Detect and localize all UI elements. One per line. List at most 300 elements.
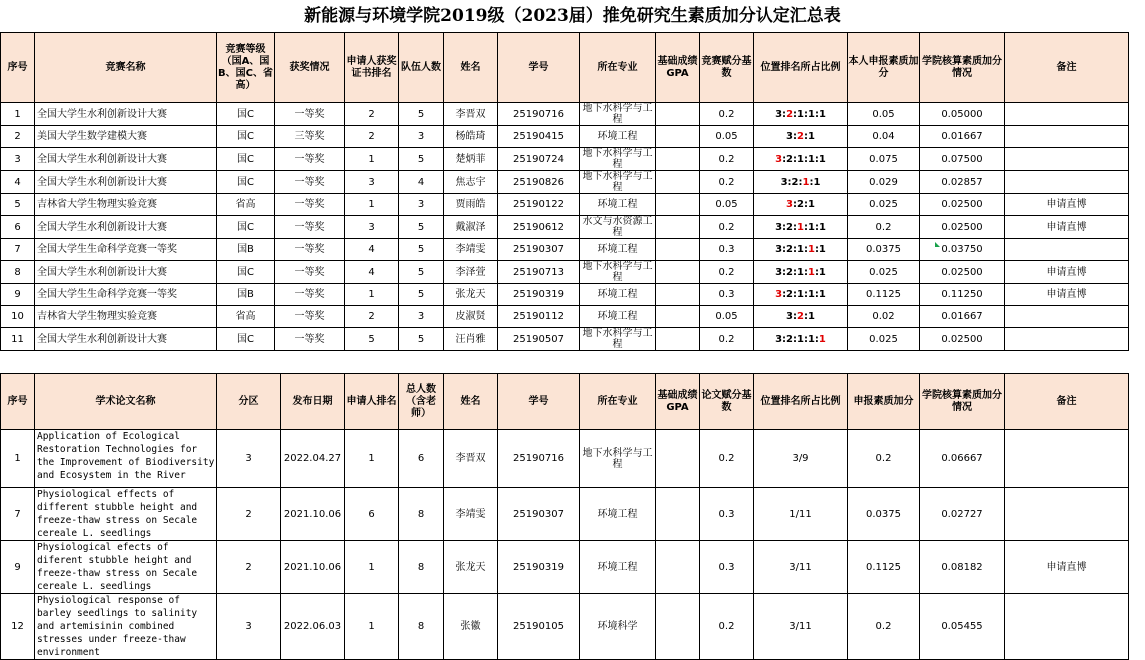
ratio-part: 1 bbox=[802, 176, 810, 188]
cell-publish-date[interactable]: 2022.04.27 bbox=[281, 430, 345, 488]
ratio-part: :2:1:1:1 bbox=[782, 153, 826, 165]
cell-ratio[interactable]: 1/11 bbox=[754, 488, 848, 541]
cell-competition-name[interactable]: 全国大学生生命科学竞赛一等奖 bbox=[35, 239, 217, 261]
table-row bbox=[1, 239, 1129, 261]
ratio-part: :1:1 bbox=[803, 221, 826, 233]
column-header[interactable]: 序号 bbox=[1, 33, 35, 103]
ratio-part: 1 bbox=[797, 221, 804, 233]
cell-base-score[interactable]: 0.2 bbox=[700, 594, 754, 660]
cell-student-id[interactable]: 25190105 bbox=[498, 594, 580, 660]
cell-note[interactable]: 申请直博 bbox=[1005, 284, 1129, 306]
cell-base-score[interactable]: 0.3 bbox=[700, 541, 754, 594]
column-header[interactable]: 基础成绩GPA bbox=[656, 33, 700, 103]
cell-base-score[interactable]: 0.2 bbox=[700, 328, 754, 351]
cell-level[interactable]: 国C bbox=[217, 216, 275, 239]
cell-no[interactable]: 1 bbox=[1, 430, 35, 488]
cell-base-score[interactable]: 0.05 bbox=[700, 194, 754, 216]
column-header[interactable]: 序号 bbox=[1, 374, 35, 430]
cell-team-size[interactable]: 3 bbox=[399, 126, 444, 148]
column-header[interactable]: 竞赛赋分基数 bbox=[700, 33, 754, 103]
cell-paper-title[interactable]: Physiological response of barley seedlings to salinity and artemisinin combined stresses under freeze-thaw environment bbox=[35, 594, 217, 660]
cell-zone[interactable]: 3 bbox=[217, 594, 281, 660]
cell-level[interactable]: 国C bbox=[217, 261, 275, 284]
cell-gpa[interactable] bbox=[656, 148, 700, 171]
cell-base-score[interactable]: 0.3 bbox=[700, 488, 754, 541]
table-row bbox=[1, 328, 1129, 351]
cell-claimed-bonus[interactable]: 0.0375 bbox=[848, 488, 920, 541]
cell-award[interactable]: 一等奖 bbox=[275, 306, 345, 328]
column-header[interactable]: 申请人排名 bbox=[345, 374, 399, 430]
cell-major[interactable]: 地下水科学与工程 bbox=[580, 148, 656, 171]
column-header[interactable]: 本人申报素质加分 bbox=[848, 33, 920, 103]
cell-college-bonus[interactable]: 0.02727 bbox=[920, 488, 1005, 541]
cell-name[interactable]: 李靖雯 bbox=[444, 239, 498, 261]
cell-paper-title[interactable]: Physiological efects of diferent stubble height and freeze-thaw stress on Secale cereale L. seedlings bbox=[35, 541, 217, 594]
ratio-part: 3:2: bbox=[780, 176, 803, 188]
cell-name[interactable]: 楚炳菲 bbox=[444, 148, 498, 171]
cell-name[interactable]: 张徽 bbox=[444, 594, 498, 660]
cell-claimed-bonus[interactable]: 0.029 bbox=[848, 171, 920, 194]
cell-gpa[interactable] bbox=[656, 261, 700, 284]
cell-award[interactable]: 一等奖 bbox=[275, 103, 345, 126]
cell-paper-title[interactable]: Physiological effects of different stubble height and freeze-thaw stress on Secale cereale L. seedlings bbox=[35, 488, 217, 541]
ratio-part: 3: bbox=[775, 108, 787, 120]
cell-competition-name[interactable]: 全国大学生水利创新设计大赛 bbox=[35, 148, 217, 171]
cell-name[interactable]: 杨皓琦 bbox=[444, 126, 498, 148]
cell-name[interactable]: 焦志宇 bbox=[444, 171, 498, 194]
cell-major[interactable]: 地下水科学与工程 bbox=[580, 328, 656, 351]
cell-major[interactable]: 环境工程 bbox=[580, 541, 656, 594]
cell-rank[interactable]: 2 bbox=[345, 306, 399, 328]
cell-note[interactable] bbox=[1005, 306, 1129, 328]
cell-note[interactable]: 申请直博 bbox=[1005, 541, 1129, 594]
cell-level[interactable]: 国C bbox=[217, 126, 275, 148]
cell-student-id[interactable]: 25190307 bbox=[498, 488, 580, 541]
cell-ratio[interactable] bbox=[754, 284, 848, 306]
ratio-part: 2 bbox=[797, 311, 804, 322]
table-row bbox=[1, 194, 1129, 216]
table-row bbox=[1, 284, 1129, 306]
cell-gpa[interactable] bbox=[656, 194, 700, 216]
cell-college-bonus[interactable]: 0.02500 bbox=[920, 194, 1005, 216]
cell-claimed-bonus[interactable]: 0.1125 bbox=[848, 541, 920, 594]
table-row bbox=[1, 126, 1129, 148]
cell-note[interactable]: 申请直博 bbox=[1005, 261, 1129, 284]
cell-no[interactable]: 7 bbox=[1, 239, 35, 261]
cell-rank[interactable]: 4 bbox=[345, 261, 399, 284]
cell-ratio[interactable] bbox=[754, 239, 848, 261]
ratio-part: 2 bbox=[797, 131, 804, 142]
cell-student-id[interactable]: 25190307 bbox=[498, 239, 580, 261]
cell-no[interactable]: 11 bbox=[1, 328, 35, 351]
cell-major[interactable]: 环境工程 bbox=[580, 239, 656, 261]
cell-award[interactable]: 一等奖 bbox=[275, 239, 345, 261]
ratio-part: 3:2: bbox=[775, 221, 798, 233]
column-header[interactable]: 申请人获奖证书排名 bbox=[345, 33, 399, 103]
column-header[interactable]: 姓名 bbox=[444, 374, 498, 430]
cell-college-bonus[interactable]: 0.02500 bbox=[920, 216, 1005, 239]
column-header[interactable]: 总人数（含老师） bbox=[399, 374, 444, 430]
column-header[interactable]: 学院核算素质加分情况 bbox=[920, 33, 1005, 103]
cell-student-id[interactable]: 25190713 bbox=[498, 261, 580, 284]
cell-level[interactable]: 省高 bbox=[217, 306, 275, 328]
table-row bbox=[1, 306, 1129, 328]
cell-gpa[interactable] bbox=[656, 306, 700, 328]
cell-gpa[interactable] bbox=[656, 103, 700, 126]
ratio-part: 3 bbox=[775, 153, 783, 165]
cell-award[interactable]: 一等奖 bbox=[275, 261, 345, 284]
cell-gpa[interactable] bbox=[656, 488, 700, 541]
cell-award[interactable]: 一等奖 bbox=[275, 148, 345, 171]
cell-college-bonus[interactable]: 0.05000 bbox=[920, 103, 1005, 126]
cell-college-bonus[interactable]: 0.06667 bbox=[920, 430, 1005, 488]
column-header[interactable]: 所在专业 bbox=[580, 374, 656, 430]
ratio-part: :2:1:1:1 bbox=[782, 289, 826, 300]
table-row bbox=[1, 541, 1129, 594]
cell-no[interactable]: 3 bbox=[1, 148, 35, 171]
competition-table bbox=[0, 32, 1129, 351]
paper-table bbox=[0, 373, 1129, 660]
cell-total-authors[interactable]: 8 bbox=[399, 488, 444, 541]
column-header[interactable]: 备注 bbox=[1005, 33, 1129, 103]
cell-level[interactable]: 国B bbox=[217, 239, 275, 261]
cell-zone[interactable]: 2 bbox=[217, 488, 281, 541]
cell-team-size[interactable]: 3 bbox=[399, 194, 444, 216]
column-header[interactable]: 备注 bbox=[1005, 374, 1129, 430]
column-header[interactable]: 论文赋分基数 bbox=[700, 374, 754, 430]
ratio-part: 3 bbox=[775, 289, 783, 300]
cell-claimed-bonus[interactable]: 0.0375 bbox=[848, 239, 920, 261]
column-header[interactable]: 发布日期 bbox=[281, 374, 345, 430]
cell-note[interactable] bbox=[1005, 126, 1129, 148]
cell-competition-name[interactable]: 吉林省大学生物理实验竞赛 bbox=[35, 306, 217, 328]
cell-publish-date[interactable]: 2021.10.06 bbox=[281, 488, 345, 541]
cell-rank[interactable]: 1 bbox=[345, 594, 399, 660]
column-header[interactable]: 姓名 bbox=[444, 33, 498, 103]
cell-student-id[interactable]: 25190112 bbox=[498, 306, 580, 328]
cell-claimed-bonus[interactable]: 0.2 bbox=[848, 216, 920, 239]
cell-rank[interactable]: 5 bbox=[345, 328, 399, 351]
cell-student-id[interactable]: 25190415 bbox=[498, 126, 580, 148]
cell-student-id[interactable]: 25190319 bbox=[498, 284, 580, 306]
cell-claimed-bonus[interactable]: 0.2 bbox=[848, 594, 920, 660]
cell-no[interactable]: 6 bbox=[1, 216, 35, 239]
column-header[interactable]: 所在专业 bbox=[580, 33, 656, 103]
cell-no[interactable]: 7 bbox=[1, 488, 35, 541]
cell-note[interactable] bbox=[1005, 103, 1129, 126]
cell-ratio[interactable] bbox=[754, 328, 848, 351]
cell-total-authors[interactable]: 6 bbox=[399, 430, 444, 488]
cell-no[interactable]: 4 bbox=[1, 171, 35, 194]
cell-name[interactable]: 张龙天 bbox=[444, 284, 498, 306]
cell-ratio[interactable] bbox=[754, 194, 848, 216]
cell-competition-name[interactable]: 全国大学生水利创新设计大赛 bbox=[35, 261, 217, 284]
ratio-part: :1 bbox=[803, 131, 815, 142]
cell-rank[interactable]: 1 bbox=[345, 284, 399, 306]
cell-no[interactable]: 8 bbox=[1, 261, 35, 284]
ratio-part: :1 bbox=[814, 244, 826, 255]
column-header[interactable]: 竞赛名称 bbox=[35, 33, 217, 103]
cell-team-size[interactable]: 5 bbox=[399, 239, 444, 261]
ratio-part: :1 bbox=[803, 311, 815, 322]
cell-no[interactable]: 9 bbox=[1, 541, 35, 594]
cell-no[interactable]: 5 bbox=[1, 194, 35, 216]
cell-no[interactable]: 12 bbox=[1, 594, 35, 660]
cell-level[interactable]: 国C bbox=[217, 171, 275, 194]
column-header[interactable]: 基础成绩GPA bbox=[656, 374, 700, 430]
column-header[interactable]: 位置排名所占比例 bbox=[754, 374, 848, 430]
cell-claimed-bonus[interactable]: 0.025 bbox=[848, 194, 920, 216]
cell-total-authors[interactable]: 8 bbox=[399, 541, 444, 594]
cell-college-bonus[interactable]: 0.07500 bbox=[920, 148, 1005, 171]
cell-competition-name[interactable]: 全国大学生水利创新设计大赛 bbox=[35, 103, 217, 126]
cell-competition-name[interactable]: 全国大学生水利创新设计大赛 bbox=[35, 328, 217, 351]
cell-team-size[interactable]: 5 bbox=[399, 148, 444, 171]
cell-level[interactable]: 国C bbox=[217, 103, 275, 126]
cell-claimed-bonus[interactable]: 0.025 bbox=[848, 328, 920, 351]
cell-team-size[interactable]: 5 bbox=[399, 216, 444, 239]
cell-name[interactable]: 张龙天 bbox=[444, 541, 498, 594]
cell-rank[interactable]: 1 bbox=[345, 541, 399, 594]
cell-award[interactable]: 一等奖 bbox=[275, 216, 345, 239]
cell-base-score[interactable]: 0.2 bbox=[700, 171, 754, 194]
cell-claimed-bonus[interactable]: 0.04 bbox=[848, 126, 920, 148]
column-header[interactable]: 学术论文名称 bbox=[35, 374, 217, 430]
cell-award[interactable]: 三等奖 bbox=[275, 126, 345, 148]
cell-note[interactable] bbox=[1005, 148, 1129, 171]
cell-student-id[interactable]: 25190716 bbox=[498, 430, 580, 488]
cell-gpa[interactable] bbox=[656, 126, 700, 148]
cell-level[interactable]: 国C bbox=[217, 148, 275, 171]
cell-note[interactable]: 申请直博 bbox=[1005, 194, 1129, 216]
cell-gpa[interactable] bbox=[656, 216, 700, 239]
cell-zone[interactable]: 2 bbox=[217, 541, 281, 594]
cell-college-bonus[interactable]: 0.11250 bbox=[920, 284, 1005, 306]
cell-award[interactable]: 一等奖 bbox=[275, 284, 345, 306]
column-header[interactable]: 学号 bbox=[498, 374, 580, 430]
cell-name[interactable]: 李晋双 bbox=[444, 430, 498, 488]
cell-base-score[interactable]: 0.2 bbox=[700, 430, 754, 488]
cell-competition-name[interactable]: 全国大学生水利创新设计大赛 bbox=[35, 171, 217, 194]
ratio-part: 3:2:1: bbox=[775, 266, 808, 278]
cell-claimed-bonus[interactable]: 0.2 bbox=[848, 430, 920, 488]
cell-college-bonus[interactable]: 0.02857 bbox=[920, 171, 1005, 194]
ratio-part: 1 bbox=[818, 333, 826, 345]
cell-claimed-bonus[interactable]: 0.1125 bbox=[848, 284, 920, 306]
table-row bbox=[1, 430, 1129, 488]
cell-comment-marker bbox=[935, 242, 940, 247]
cell-name[interactable]: 贾雨皓 bbox=[444, 194, 498, 216]
cell-note[interactable] bbox=[1005, 328, 1129, 351]
cell-major[interactable]: 水文与水资源工程 bbox=[580, 216, 656, 239]
cell-team-size[interactable]: 5 bbox=[399, 328, 444, 351]
cell-college-bonus[interactable]: 0.08182 bbox=[920, 541, 1005, 594]
cell-team-size[interactable]: 5 bbox=[399, 103, 444, 126]
cell-note[interactable] bbox=[1005, 594, 1129, 660]
cell-ratio[interactable] bbox=[754, 306, 848, 328]
cell-claimed-bonus[interactable]: 0.075 bbox=[848, 148, 920, 171]
ratio-part: 2 bbox=[786, 108, 794, 120]
cell-student-id[interactable]: 25190612 bbox=[498, 216, 580, 239]
cell-college-bonus[interactable]: 0.05455 bbox=[920, 594, 1005, 660]
cell-claimed-bonus[interactable]: 0.05 bbox=[848, 103, 920, 126]
cell-level[interactable]: 国B bbox=[217, 284, 275, 306]
cell-award[interactable]: 一等奖 bbox=[275, 328, 345, 351]
column-header[interactable]: 竞赛等级（国A、国B、国C、省高） bbox=[217, 33, 275, 103]
cell-team-size[interactable]: 3 bbox=[399, 306, 444, 328]
ratio-part: :1 bbox=[809, 176, 821, 188]
cell-major[interactable]: 环境科学 bbox=[580, 594, 656, 660]
cell-college-bonus[interactable]: 0.01667 bbox=[920, 306, 1005, 328]
column-header[interactable]: 位置排名所占比例 bbox=[754, 33, 848, 103]
cell-college-bonus[interactable]: 0.02500 bbox=[920, 328, 1005, 351]
ratio-part: 3: bbox=[786, 131, 798, 142]
cell-award[interactable]: 一等奖 bbox=[275, 171, 345, 194]
cell-competition-name[interactable]: 美国大学生数学建模大赛 bbox=[35, 126, 217, 148]
cell-ratio[interactable]: 3/11 bbox=[754, 541, 848, 594]
cell-total-authors[interactable]: 8 bbox=[399, 594, 444, 660]
cell-rank[interactable]: 2 bbox=[345, 126, 399, 148]
cell-note[interactable] bbox=[1005, 488, 1129, 541]
cell-no[interactable]: 1 bbox=[1, 103, 35, 126]
column-header[interactable]: 学号 bbox=[498, 33, 580, 103]
ratio-part: 3: bbox=[786, 311, 798, 322]
table-row bbox=[1, 488, 1129, 541]
cell-major[interactable]: 环境工程 bbox=[580, 306, 656, 328]
cell-team-size[interactable]: 4 bbox=[399, 171, 444, 194]
cell-rank[interactable]: 4 bbox=[345, 239, 399, 261]
cell-competition-name[interactable]: 吉林省大学生物理实验竞赛 bbox=[35, 194, 217, 216]
ratio-part: 3:2:1: bbox=[775, 244, 808, 255]
cell-major[interactable]: 环境工程 bbox=[580, 126, 656, 148]
cell-student-id[interactable]: 25190122 bbox=[498, 194, 580, 216]
cell-rank[interactable]: 1 bbox=[345, 194, 399, 216]
cell-gpa[interactable] bbox=[656, 430, 700, 488]
cell-gpa[interactable] bbox=[656, 594, 700, 660]
cell-student-id[interactable]: 25190319 bbox=[498, 541, 580, 594]
cell-ratio[interactable] bbox=[754, 171, 848, 194]
cell-ratio[interactable] bbox=[754, 148, 848, 171]
cell-gpa[interactable] bbox=[656, 171, 700, 194]
cell-note[interactable] bbox=[1005, 239, 1129, 261]
cell-rank[interactable]: 3 bbox=[345, 171, 399, 194]
cell-major[interactable]: 地下水科学与工程 bbox=[580, 171, 656, 194]
table-row bbox=[1, 261, 1129, 284]
cell-claimed-bonus[interactable]: 0.02 bbox=[848, 306, 920, 328]
cell-major[interactable]: 环境工程 bbox=[580, 194, 656, 216]
cell-college-bonus[interactable]: 0.01667 bbox=[920, 126, 1005, 148]
cell-college-bonus[interactable]: 0.03750 bbox=[920, 239, 1005, 261]
cell-major[interactable]: 环境工程 bbox=[580, 284, 656, 306]
cell-ratio[interactable] bbox=[754, 216, 848, 239]
ratio-part: 1 bbox=[807, 266, 815, 278]
cell-publish-date[interactable]: 2022.06.03 bbox=[281, 594, 345, 660]
cell-base-score[interactable]: 0.05 bbox=[700, 126, 754, 148]
cell-name[interactable]: 戴淑泽 bbox=[444, 216, 498, 239]
cell-base-score[interactable]: 0.05 bbox=[700, 306, 754, 328]
cell-name[interactable]: 汪肖雅 bbox=[444, 328, 498, 351]
ratio-part: :1 bbox=[814, 266, 826, 278]
ratio-part: 1 bbox=[807, 244, 815, 255]
cell-competition-name[interactable]: 全国大学生水利创新设计大赛 bbox=[35, 216, 217, 239]
cell-college-bonus[interactable]: 0.02500 bbox=[920, 261, 1005, 284]
cell-name[interactable]: 李靖雯 bbox=[444, 488, 498, 541]
column-header[interactable]: 队伍人数 bbox=[399, 33, 444, 103]
cell-rank[interactable]: 1 bbox=[345, 148, 399, 171]
cell-major[interactable]: 地下水科学与工程 bbox=[580, 430, 656, 488]
cell-student-id[interactable]: 25190826 bbox=[498, 171, 580, 194]
cell-team-size[interactable]: 5 bbox=[399, 261, 444, 284]
table-row bbox=[1, 216, 1129, 239]
cell-ratio[interactable]: 3/9 bbox=[754, 430, 848, 488]
cell-rank[interactable]: 6 bbox=[345, 488, 399, 541]
paper-header-row bbox=[1, 374, 1129, 430]
cell-rank[interactable]: 3 bbox=[345, 216, 399, 239]
cell-gpa[interactable] bbox=[656, 328, 700, 351]
cell-gpa[interactable] bbox=[656, 239, 700, 261]
cell-base-score[interactable]: 0.2 bbox=[700, 216, 754, 239]
column-header[interactable]: 分区 bbox=[217, 374, 281, 430]
cell-no[interactable]: 10 bbox=[1, 306, 35, 328]
cell-base-score[interactable]: 0.3 bbox=[700, 239, 754, 261]
cell-zone[interactable]: 3 bbox=[217, 430, 281, 488]
cell-team-size[interactable]: 5 bbox=[399, 284, 444, 306]
table-row bbox=[1, 171, 1129, 194]
cell-paper-title[interactable]: Application of Ecological Restoration Technologies for the Improvement of Biodiversity and Ecosystem in the River bbox=[35, 430, 217, 488]
cell-ratio[interactable] bbox=[754, 261, 848, 284]
cell-no[interactable]: 2 bbox=[1, 126, 35, 148]
cell-rank[interactable]: 2 bbox=[345, 103, 399, 126]
cell-major[interactable]: 地下水科学与工程 bbox=[580, 103, 656, 126]
column-header[interactable]: 学院核算素质加分情况 bbox=[920, 374, 1005, 430]
cell-base-score[interactable]: 0.2 bbox=[700, 261, 754, 284]
cell-claimed-bonus[interactable]: 0.025 bbox=[848, 261, 920, 284]
cell-base-score[interactable]: 0.2 bbox=[700, 148, 754, 171]
cell-note[interactable] bbox=[1005, 430, 1129, 488]
cell-major[interactable]: 地下水科学与工程 bbox=[580, 261, 656, 284]
cell-publish-date[interactable]: 2021.10.06 bbox=[281, 541, 345, 594]
sheet-title: 新能源与环境学院2019级（2023届）推免研究生素质加分认定汇总表 bbox=[304, 6, 841, 26]
cell-level[interactable]: 国C bbox=[217, 328, 275, 351]
column-header[interactable]: 申报素质加分 bbox=[848, 374, 920, 430]
cell-award[interactable]: 一等奖 bbox=[275, 194, 345, 216]
cell-student-id[interactable]: 25190716 bbox=[498, 103, 580, 126]
cell-base-score[interactable]: 0.3 bbox=[700, 284, 754, 306]
cell-name[interactable]: 李泽萱 bbox=[444, 261, 498, 284]
cell-ratio[interactable] bbox=[754, 126, 848, 148]
cell-note[interactable] bbox=[1005, 171, 1129, 194]
cell-name[interactable]: 李晋双 bbox=[444, 103, 498, 126]
cell-base-score[interactable]: 0.2 bbox=[700, 103, 754, 126]
cell-level[interactable]: 省高 bbox=[217, 194, 275, 216]
cell-name[interactable]: 皮淑贤 bbox=[444, 306, 498, 328]
competition-header-row bbox=[1, 33, 1129, 103]
cell-gpa[interactable] bbox=[656, 284, 700, 306]
cell-no[interactable]: 9 bbox=[1, 284, 35, 306]
cell-ratio[interactable]: 3/11 bbox=[754, 594, 848, 660]
cell-competition-name[interactable]: 全国大学生生命科学竞赛一等奖 bbox=[35, 284, 217, 306]
ratio-part: :2:1 bbox=[793, 199, 815, 210]
cell-student-id[interactable]: 25190507 bbox=[498, 328, 580, 351]
cell-note[interactable]: 申请直博 bbox=[1005, 216, 1129, 239]
cell-major[interactable]: 环境工程 bbox=[580, 488, 656, 541]
table-row bbox=[1, 148, 1129, 171]
column-header[interactable]: 获奖情况 bbox=[275, 33, 345, 103]
cell-gpa[interactable] bbox=[656, 541, 700, 594]
cell-rank[interactable]: 1 bbox=[345, 430, 399, 488]
cell-ratio[interactable] bbox=[754, 103, 848, 126]
cell-student-id[interactable]: 25190724 bbox=[498, 148, 580, 171]
